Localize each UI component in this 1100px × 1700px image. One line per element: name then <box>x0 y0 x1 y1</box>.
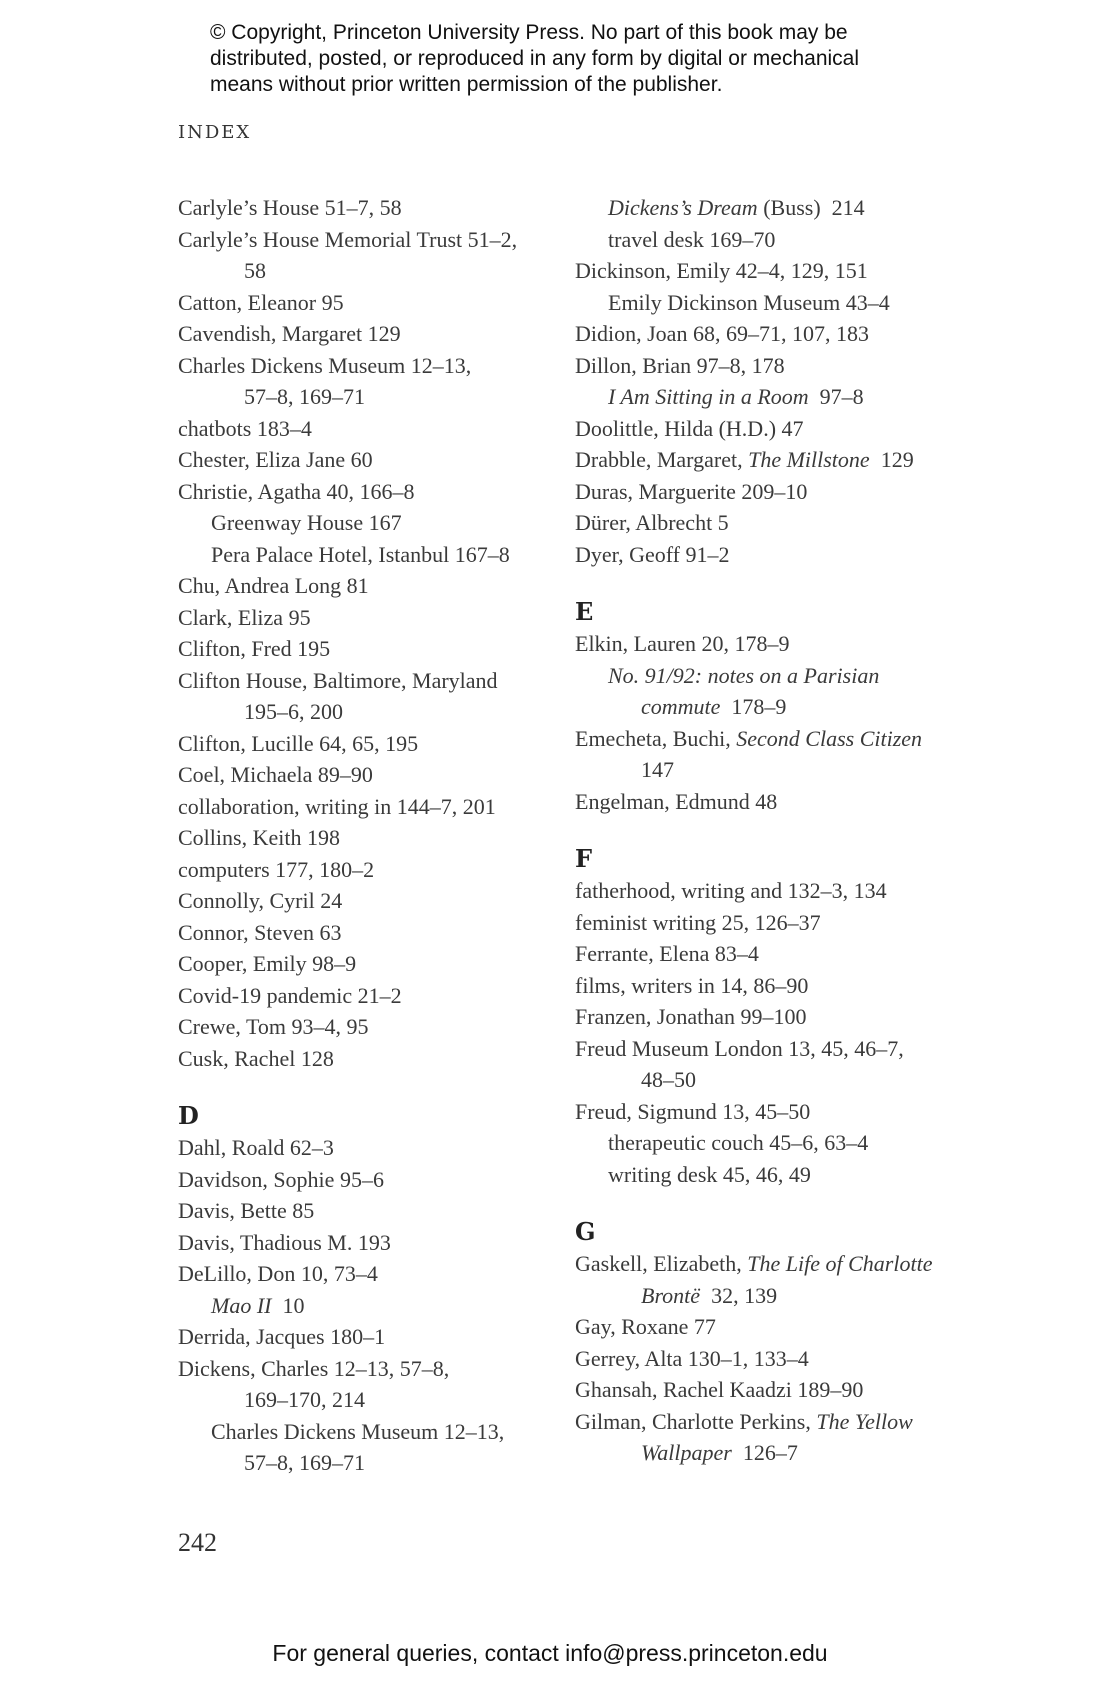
index-entry: Ghansah, Rachel Kaadzi 189–90 <box>575 1377 864 1402</box>
index-entry-continuation: 195–6, 200 <box>244 699 343 724</box>
index-entry: Clark, Eliza 95 <box>178 604 311 630</box>
index-subentry: travel desk 169–70 <box>608 226 776 252</box>
page-number: 242 <box>178 1528 217 1557</box>
index-entry: Elkin, Lauren 20, 178–9 <box>575 631 790 656</box>
index-entry-line <box>575 1406 955 1438</box>
index-entry <box>178 1353 558 1416</box>
index-entry: Freud, Sigmund 13, 45–50 <box>575 1098 811 1124</box>
index-subentry: Emily Dickinson Museum 43–4 <box>608 289 890 315</box>
index-entry: Franzen, Jonathan 99–100 <box>575 1004 807 1029</box>
index-entry: Davis, Thadious M. 193 <box>178 1229 391 1255</box>
index-entry: Carlyle’s House 51–7, 58 <box>178 195 402 220</box>
index-entry <box>178 350 558 413</box>
index-subentry <box>178 1290 558 1322</box>
index-entry: Coel, Michaela 89–90 <box>178 762 373 787</box>
index-entry: DeLillo, Don 10, 73–4 <box>178 1261 378 1286</box>
index-column-left <box>178 192 558 1479</box>
index-entry-continuation: 48–50 <box>641 1067 696 1092</box>
index-entry: computers 177, 180–2 <box>178 856 375 882</box>
book-title: The Millstone <box>748 447 870 472</box>
index-entry: Catton, Eleanor 95 <box>178 289 344 315</box>
index-entry <box>575 1033 955 1096</box>
index-entry: Davidson, Sophie 95–6 <box>178 1166 384 1192</box>
book-title: No. 91/92: notes on a Parisian <box>608 662 880 688</box>
index-column-right <box>575 192 955 1469</box>
page-refs: 129 <box>869 447 914 472</box>
index-entry: Dyer, Geoff 91–2 <box>575 541 730 567</box>
page-refs: (Buss) 214 <box>757 195 865 220</box>
index-entry-continuation: 57–8, 169–71 <box>244 1450 365 1475</box>
index-entry-line <box>575 1248 955 1280</box>
index-entry: Covid-19 pandemic 21–2 <box>178 982 402 1008</box>
entry-name: Gilman, Charlotte Perkins, <box>575 1408 817 1434</box>
index-entry: Engelman, Edmund 48 <box>575 788 778 814</box>
index-entry: Crewe, Tom 93–4, 95 <box>178 1014 369 1039</box>
page-refs: 32, 139 <box>700 1282 778 1308</box>
index-entry: Dürer, Albrecht 5 <box>575 510 729 535</box>
index-entry: Gay, Roxane 77 <box>575 1314 716 1339</box>
index-entry-continuation: 58 <box>244 258 266 283</box>
index-entry: Christie, Agatha 40, 166–8 <box>178 478 415 504</box>
index-entry-line: Clifton House, Baltimore, Maryland <box>178 667 498 693</box>
index-entry-continuation <box>575 1280 955 1312</box>
running-head: INDEX <box>178 122 252 143</box>
index-entry <box>575 723 955 786</box>
index-entry: Ferrante, Elena 83–4 <box>575 941 759 966</box>
index-entry: Clifton, Lucille 64, 65, 195 <box>178 730 419 756</box>
index-subentry: Greenway House 167 <box>211 510 402 535</box>
index-entry <box>575 444 955 476</box>
book-title: Brontë <box>641 1282 701 1308</box>
section-letter-d: D <box>178 1101 199 1130</box>
index-entry: Cooper, Emily 98–9 <box>178 951 357 976</box>
index-entry: Collins, Keith 198 <box>178 825 340 850</box>
book-title: The Yellow <box>816 1408 913 1434</box>
book-title: Dickens’s Dream <box>608 195 758 220</box>
index-subentry-line: Charles Dickens Museum 12–13, <box>211 1418 505 1444</box>
index-entry-continuation <box>575 691 955 723</box>
index-entry: Gerrey, Alta 130–1, 133–4 <box>575 1345 809 1371</box>
index-entry: feminist writing 25, 126–37 <box>575 909 821 935</box>
book-title: commute <box>641 694 721 719</box>
copyright-line-3: means without prior written permission of the publisher. <box>210 73 723 96</box>
index-entry-continuation <box>575 1437 955 1469</box>
index-entry: Cusk, Rachel 128 <box>178 1045 334 1071</box>
index-entry-continuation: 169–170, 214 <box>244 1387 365 1412</box>
index-subentry <box>575 381 955 413</box>
index-subentry <box>178 1416 558 1479</box>
index-entry: Cavendish, Margaret 129 <box>178 321 401 346</box>
index-entry: fatherhood, writing and 132–3, 134 <box>575 878 887 903</box>
book-title: I Am Sitting in a Room <box>608 384 809 409</box>
index-entry-continuation: 57–8, 169–71 <box>244 384 365 409</box>
index-subentry-line <box>575 660 955 692</box>
copyright-line-2: distributed, posted, or reproduced in any form by digital or mechanical <box>210 47 860 70</box>
section-letter-g: G <box>575 1217 596 1246</box>
index-entry: Derrida, Jacques 180–1 <box>178 1324 386 1349</box>
footer-contact: For general queries, contact info@press.princeton.edu <box>272 1640 828 1666</box>
index-entry <box>178 665 558 728</box>
index-entry: Chester, Eliza Jane 60 <box>178 447 373 472</box>
index-subentry: therapeutic couch 45–6, 63–4 <box>608 1130 869 1155</box>
index-subentry: Pera Palace Hotel, Istanbul 167–8 <box>211 541 510 567</box>
book-title: Mao II <box>211 1292 272 1318</box>
index-entry-line <box>575 723 955 755</box>
index-entry: Duras, Marguerite 209–10 <box>575 478 808 504</box>
index-entry: Connor, Steven 63 <box>178 919 342 945</box>
index-entry: films, writers in 14, 86–90 <box>575 972 809 998</box>
book-title: The Life of Charlotte <box>747 1251 933 1276</box>
page-refs: 10 <box>271 1292 305 1318</box>
page-refs: 178–9 <box>720 694 787 719</box>
copyright-notice <box>210 20 910 98</box>
index-entry: Didion, Joan 68, 69–71, 107, 183 <box>575 321 869 346</box>
index-subentry <box>575 192 955 224</box>
index-entry: chatbots 183–4 <box>178 415 312 441</box>
index-entry: Clifton, Fred 195 <box>178 636 331 661</box>
index-entry: Davis, Bette 85 <box>178 1198 315 1223</box>
section-letter-f: F <box>575 844 593 873</box>
page-refs: 97–8 <box>808 384 864 409</box>
index-entry-line: Freud Museum London 13, 45, 46–7, <box>575 1035 904 1061</box>
book-title: Wallpaper <box>641 1440 732 1465</box>
index-entry-line: Charles Dickens Museum 12–13, <box>178 352 472 378</box>
index-entry-continuation: 147 <box>641 757 674 782</box>
book-title: Second Class Citizen <box>736 725 923 751</box>
index-subentry <box>575 660 955 723</box>
index-entry-line: Dickens, Charles 12–13, 57–8, <box>178 1355 450 1381</box>
entry-name: Drabble, Margaret, <box>575 447 749 472</box>
entry-name: Gaskell, Elizabeth, <box>575 1251 748 1276</box>
index-entry: Chu, Andrea Long 81 <box>178 573 369 598</box>
index-entry: Dahl, Roald 62–3 <box>178 1135 334 1160</box>
index-entry <box>575 1406 955 1469</box>
index-entry: Dickinson, Emily 42–4, 129, 151 <box>575 258 868 283</box>
page-refs: 126–7 <box>731 1440 798 1465</box>
index-subentry: writing desk 45, 46, 49 <box>608 1161 811 1187</box>
entry-name: Emecheta, Buchi, <box>575 725 737 751</box>
copyright-line-1: © Copyright, Princeton University Press. No part of this book may be <box>210 21 848 44</box>
index-entry: collaboration, writing in 144–7, 201 <box>178 793 496 819</box>
index-entry-line: Carlyle’s House Memorial Trust 51–2, <box>178 226 518 252</box>
index-entry <box>575 1248 955 1311</box>
index-entry: Doolittle, Hilda (H.D.) 47 <box>575 415 804 441</box>
section-letter-e: E <box>575 597 594 626</box>
index-entry: Connolly, Cyril 24 <box>178 888 343 913</box>
index-entry <box>178 224 558 287</box>
index-entry: Dillon, Brian 97–8, 178 <box>575 352 785 378</box>
